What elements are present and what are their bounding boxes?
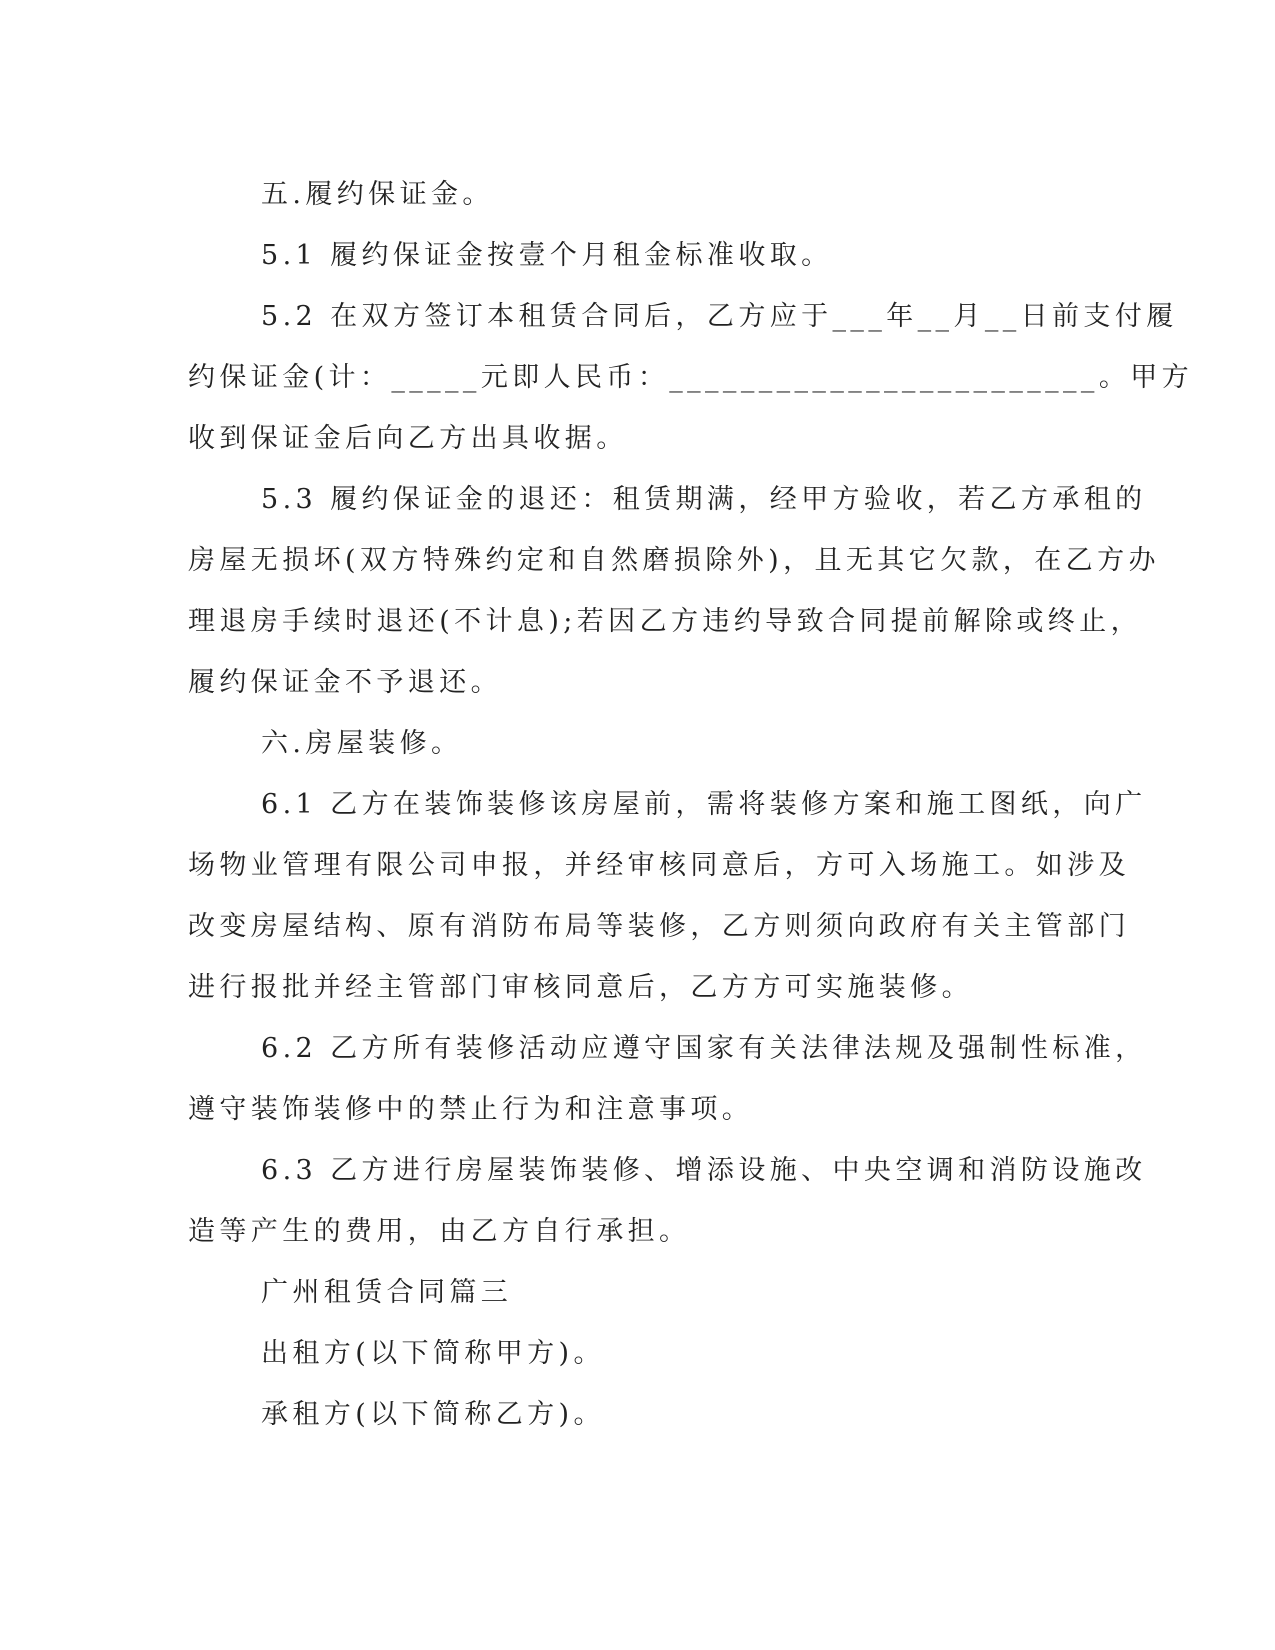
lessee-label: 承租方(以下简称乙方)。 <box>261 1399 605 1430</box>
clause-6-3-line-2: 造等产生的费用，由乙方自行承担。 <box>188 1216 691 1247</box>
clause-5-2-line-3: 收到保证金后向乙方出具收据。 <box>188 423 628 454</box>
clause-5-3-line-2: 房屋无损坏(双方特殊约定和自然磨损除外)，且无其它欠款，在乙方办 <box>188 545 1160 576</box>
section-heading-deposit: 五.履约保证金。 <box>261 179 494 210</box>
clause-6-1-line-3: 改变房屋结构、原有消防布局等装修，乙方则须向政府有关主管部门 <box>188 911 1130 942</box>
clause-6-2-line-1: 6.2 乙方所有装修活动应遵守国家有关法律法规及强制性标准， <box>261 1033 1147 1064</box>
clause-5-3-line-4: 履约保证金不予退还。 <box>188 667 502 698</box>
clause-6-2-line-2: 遵守装饰装修中的禁止行为和注意事项。 <box>188 1094 754 1125</box>
clause-5-3-line-1: 5.3 履约保证金的退还：租赁期满，经甲方验收，若乙方承租的 <box>261 484 1147 515</box>
clause-6-1-line-2: 场物业管理有限公司申报，并经审核同意后，方可入场施工。如涉及 <box>188 850 1130 881</box>
clause-5-2-line-1: 5.2 在双方签订本租赁合同后，乙方应于___年__月__日前支付履 <box>261 301 1178 332</box>
lessor-label: 出租方(以下简称甲方)。 <box>261 1338 605 1369</box>
clause-5-1: 5.1 履约保证金按壹个月租金标准收取。 <box>261 240 833 271</box>
contract-title-part-3: 广州租赁合同篇三 <box>261 1277 513 1308</box>
section-heading-renovation: 六.房屋装修。 <box>261 728 463 759</box>
clause-5-3-line-3: 理退房手续时退还(不计息);若因乙方违约导致合同提前解除或终止， <box>188 606 1142 637</box>
clause-6-1-line-4: 进行报批并经主管部门审核同意后，乙方方可实施装修。 <box>188 972 973 1003</box>
document-body <box>188 164 1194 1445</box>
clause-5-2-line-2: 约保证金(计：_____元即人民币：________________________。甲方 <box>188 362 1194 393</box>
clause-6-1-line-1: 6.1 乙方在装饰装修该房屋前，需将装修方案和施工图纸，向广 <box>261 789 1147 820</box>
clause-6-3-line-1: 6.3 乙方进行房屋装饰装修、增添设施、中央空调和消防设施改 <box>261 1155 1147 1186</box>
